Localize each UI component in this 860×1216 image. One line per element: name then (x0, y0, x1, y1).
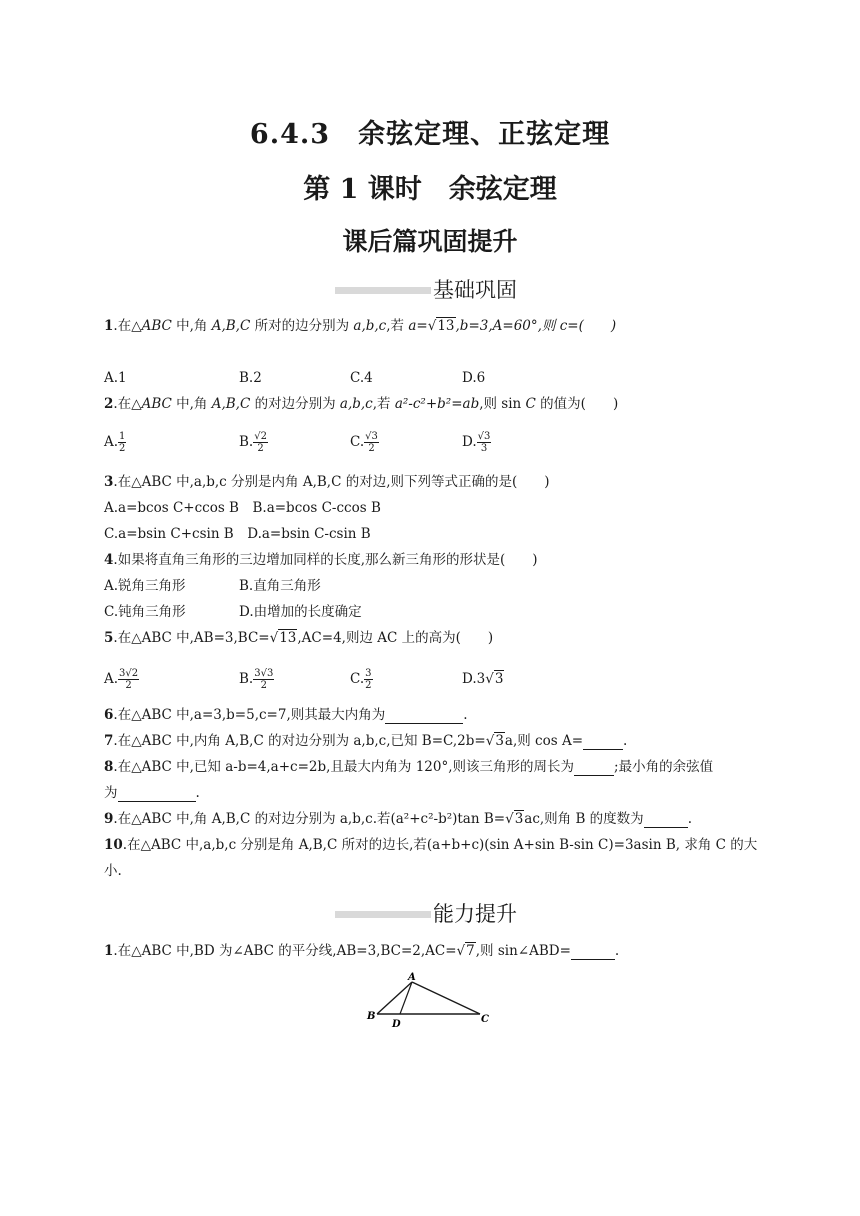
side-ac (412, 982, 480, 1014)
radicand: 3 (495, 733, 504, 749)
question-number: 4 (104, 552, 114, 568)
question-text: . (687, 811, 692, 827)
question-8 (104, 758, 713, 776)
numerator: 3 (365, 668, 372, 679)
question-text: ,则 sin∠ABD= (475, 943, 571, 959)
denominator: 2 (119, 443, 126, 454)
question-text: .在△ABC 中,a=3,b=5,c=7,则其最大内角为 (113, 707, 386, 723)
question-text: ;最小角的余弦值 (614, 759, 714, 775)
option-label: D.3 (462, 671, 486, 687)
question-5 (104, 629, 493, 647)
question-text: ac,则角 B 的度数为 (524, 811, 644, 827)
fraction (118, 431, 126, 454)
question-2 (104, 395, 618, 413)
option-c: C.钝角三角形 (104, 604, 186, 620)
advanced-question-1 (104, 942, 619, 960)
question-text: .在△ (113, 318, 142, 334)
option-b: B.直角三角形 (239, 578, 321, 594)
sqrt-symbol: √13 (269, 630, 297, 646)
option-label: B. (239, 671, 254, 687)
question-number: 7 (104, 733, 114, 749)
option-c (350, 431, 379, 454)
sqrt-symbol: √7 (456, 943, 475, 959)
question-10-line2: 小. (104, 863, 122, 879)
question-number: 1 (104, 318, 114, 334)
fraction (253, 431, 268, 454)
label-d: D (392, 1019, 401, 1030)
section-header-advanced (335, 898, 595, 928)
question-10 (104, 836, 757, 854)
question-1 (104, 317, 616, 335)
question-text: ABC (141, 396, 172, 412)
section-bar (335, 287, 431, 294)
question-text: ,则 sin (479, 396, 526, 412)
answer-blank[interactable] (574, 761, 614, 776)
answer-blank[interactable] (385, 709, 463, 724)
fraction (477, 431, 492, 454)
question-text: .在△ABC 中,AB=3,BC= (113, 630, 270, 646)
question-number: 8 (104, 759, 114, 775)
sqrt-symbol: √13 (427, 318, 455, 334)
question-text: a,则 cos A= (504, 733, 584, 749)
question-text: a,b,c (353, 318, 387, 334)
question-text: .在△ABC 中,BD 为∠ABC 的平分线,AB=3,BC=2,AC= (113, 943, 457, 959)
denominator: 2 (365, 680, 372, 691)
option-a (104, 431, 126, 454)
section-label-advanced: 能力提升 (433, 902, 517, 926)
question-7 (104, 732, 627, 750)
numerator: 3√3 (254, 668, 274, 679)
numerator: 1 (119, 431, 126, 442)
answer-blank[interactable] (583, 735, 623, 750)
option-label: D. (462, 434, 477, 450)
numerator: √2 (254, 431, 267, 442)
question-text: 的值为( ) (535, 396, 619, 412)
sqrt-symbol: √3 (485, 733, 504, 749)
question-6 (104, 706, 468, 724)
numerator: √3 (365, 431, 378, 442)
option-d: D.6 (462, 370, 486, 386)
question-text: ,若 (372, 396, 395, 412)
denominator: 3 (480, 443, 488, 454)
question-number: 3 (104, 474, 114, 490)
question-8-line2 (104, 784, 200, 802)
option-d (462, 670, 504, 688)
question-text: 中,角 (171, 318, 212, 334)
question-text: . (463, 707, 468, 723)
fraction (118, 668, 139, 691)
fraction (364, 668, 372, 691)
option-label: A. (104, 671, 119, 687)
denominator: 2 (257, 443, 264, 454)
question-3-options-row2: C.a=bsin C+csin B D.a=bsin C-csin B (104, 526, 371, 542)
answer-blank[interactable] (118, 787, 196, 802)
question-text: ABC (141, 318, 172, 334)
question-4 (104, 551, 538, 569)
question-text: .在△ (113, 396, 142, 412)
page-title: 6.4.3 余弦定理、正弦定理 (249, 119, 611, 150)
question-text: a,b,c (339, 396, 373, 412)
option-c: C.4 (350, 370, 373, 386)
question-text: c=( ) (559, 318, 617, 334)
radicand: 3 (514, 811, 524, 827)
option-label: A. (104, 434, 119, 450)
question-text: ,若 (386, 318, 409, 334)
section-bar (335, 911, 431, 918)
radicand: 13 (279, 630, 297, 646)
question-text: a= (408, 318, 428, 334)
option-c (350, 668, 373, 691)
question-number: 9 (104, 811, 114, 827)
question-text: .在△ABC 中,a,b,c 分别是内角 A,B,C 的对边,则下列等式正确的是( ) (113, 474, 550, 490)
question-number: 1 (104, 943, 114, 959)
question-text: .如果将直角三角形的三边增加同样的长度,那么新三角形的形状是( ) (113, 552, 538, 568)
denominator: 2 (125, 680, 132, 691)
question-text: ,b=3,A=60°,则 (455, 318, 560, 334)
section-label-basic: 基础巩固 (433, 278, 517, 302)
radicand: 7 (466, 943, 475, 959)
numerator: 3√2 (119, 668, 139, 679)
question-3 (104, 473, 550, 491)
label-b: B (367, 1011, 376, 1022)
option-b: B.2 (239, 370, 262, 386)
option-label: C. (350, 434, 365, 450)
question-text: 中,角 (171, 396, 212, 412)
radicand: 3 (494, 671, 504, 687)
question-text: . (623, 733, 628, 749)
lesson-title: 第 1 课时 余弦定理 (303, 174, 557, 205)
denominator: 2 (260, 680, 267, 691)
denominator: 2 (368, 443, 375, 454)
option-label: B. (239, 434, 254, 450)
sqrt-symbol: √3 (485, 671, 504, 687)
option-a (104, 668, 139, 691)
fraction (364, 431, 379, 454)
question-number: 2 (104, 396, 114, 412)
sqrt-symbol: √3 (505, 811, 524, 827)
question-text: 的对边分别为 (250, 396, 340, 412)
question-text: .在△ABC 中,内角 A,B,C 的对边分别为 a,b,c,已知 B=C,2b= (113, 733, 486, 749)
side-ab (377, 982, 412, 1014)
section-title: 课后篇巩固提升 (342, 227, 518, 256)
option-label: C. (350, 671, 365, 687)
fraction (253, 668, 274, 691)
option-b (239, 668, 274, 691)
option-d: D.由增加的长度确定 (239, 604, 362, 620)
question-text: C (525, 396, 536, 412)
question-text: A,B,C (211, 318, 251, 334)
question-number: 5 (104, 630, 114, 646)
label-a: A (408, 972, 416, 983)
question-text: .在△ABC 中,a,b,c 分别是角 A,B,C 所对的边长,若(a+b+c)(sin A+sin B-sin C)=3asin B, 求角 C 的大 (122, 837, 758, 853)
question-text: . (195, 785, 200, 801)
question-text: 所对的边分别为 (250, 318, 354, 334)
option-d (462, 431, 491, 454)
triangle-figure (362, 970, 497, 1032)
question-text: .在△ABC 中,已知 a-b=4,a+c=2b,且最大内角为 120°,则该三角形的周长为 (113, 759, 575, 775)
answer-blank[interactable] (571, 945, 615, 960)
option-a: A.1 (104, 370, 127, 386)
question-text: .在△ABC 中,角 A,B,C 的对边分别为 a,b,c.若(a²+c²-b²)tan B= (113, 811, 506, 827)
question-9 (104, 810, 692, 828)
question-text: 为 (104, 785, 118, 801)
answer-blank[interactable] (644, 813, 688, 828)
label-c: C (481, 1014, 489, 1025)
question-text: ,AC=4,则边 AC 上的高为( ) (297, 630, 494, 646)
numerator: √3 (477, 431, 491, 442)
radicand: 13 (437, 318, 455, 334)
question-number: 6 (104, 707, 114, 723)
question-text: A,B,C (211, 396, 251, 412)
question-3-options-row1: A.a=bcos C+ccos B B.a=bcos C-ccos B (104, 500, 381, 516)
equation: a²-c²+b²=ab (394, 396, 480, 412)
question-number: 10 (104, 837, 123, 853)
section-header-basic (335, 274, 595, 304)
question-text: . (614, 943, 620, 959)
option-b (239, 431, 268, 454)
option-a: A.锐角三角形 (104, 578, 186, 594)
